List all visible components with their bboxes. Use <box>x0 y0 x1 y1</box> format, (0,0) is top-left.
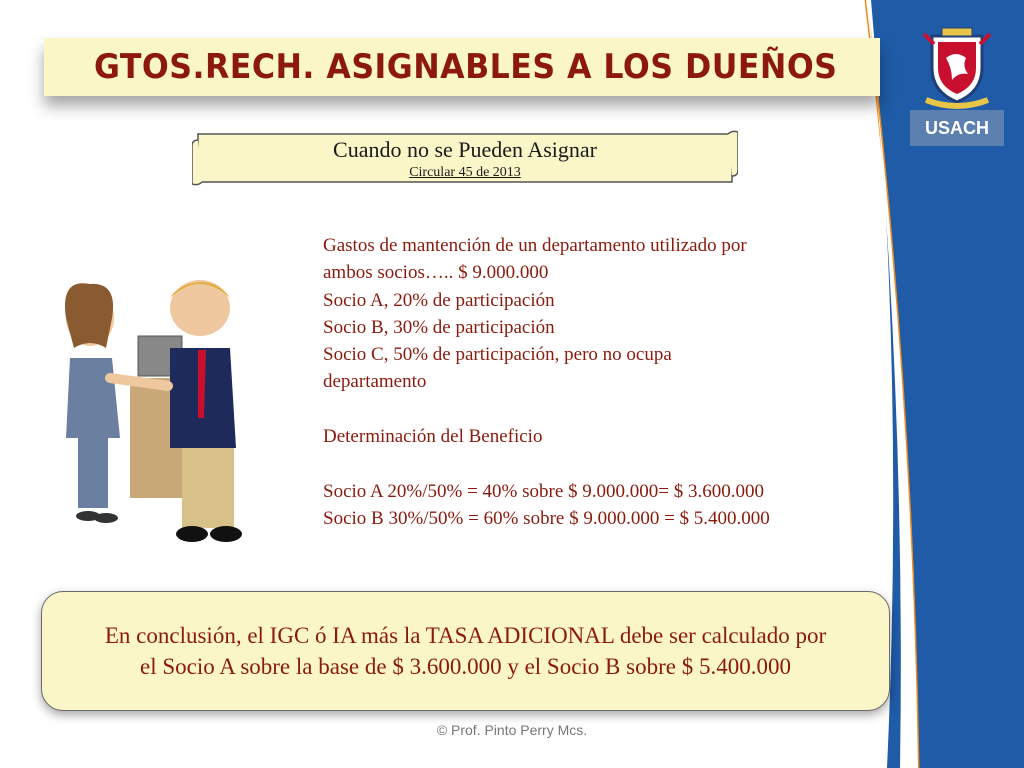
body-line: ambos socios….. $ 9.000.000 <box>323 262 549 284</box>
body-line: Socio A, 20% de participación <box>323 289 555 311</box>
body-line: Socio B 30%/50% = 60% sobre $ 9.000.000 = $ 5.400.000 <box>323 507 770 529</box>
title-banner <box>44 38 880 96</box>
scroll-title: Cuando no se Pueden Asignar <box>333 137 597 162</box>
conclusion-box <box>41 591 890 711</box>
spacer <box>323 450 863 477</box>
spacer <box>323 396 863 423</box>
university-crest-logo <box>918 22 996 110</box>
conclusion-text <box>42 620 889 682</box>
body-line: Socio C, 50% de participación, pero no ocupa <box>323 344 672 366</box>
handshake-illustration <box>50 278 280 558</box>
scroll-subtitle: Circular 45 de 2013 <box>409 165 521 180</box>
conclusion-line: el Socio A sobre la base de $ 3.600.000 y el Socio B sobre $ 5.400.000 <box>140 654 791 679</box>
slide-title: GTOS.RECH. ASIGNABLES A LOS DUEÑOS <box>94 47 838 87</box>
footer-credit: © Prof. Pinto Perry Mcs. <box>436 722 588 738</box>
body-text <box>323 232 863 532</box>
body-line: Gastos de mantención de un departamento utilizado por <box>323 235 747 256</box>
body-line: departamento <box>323 371 427 393</box>
body-line: Socio A 20%/50% = 40% sobre $ 9.000.000= $ 3.600.000 <box>323 480 764 502</box>
body-line: Determinación del Beneficio <box>323 426 543 448</box>
usach-label: USACH <box>910 110 1004 146</box>
body-line: Socio B, 30% de participación <box>323 316 555 338</box>
conclusion-line: En conclusión, el IGC ó IA más la TASA ADICIONAL debe ser calculado por <box>104 623 827 648</box>
